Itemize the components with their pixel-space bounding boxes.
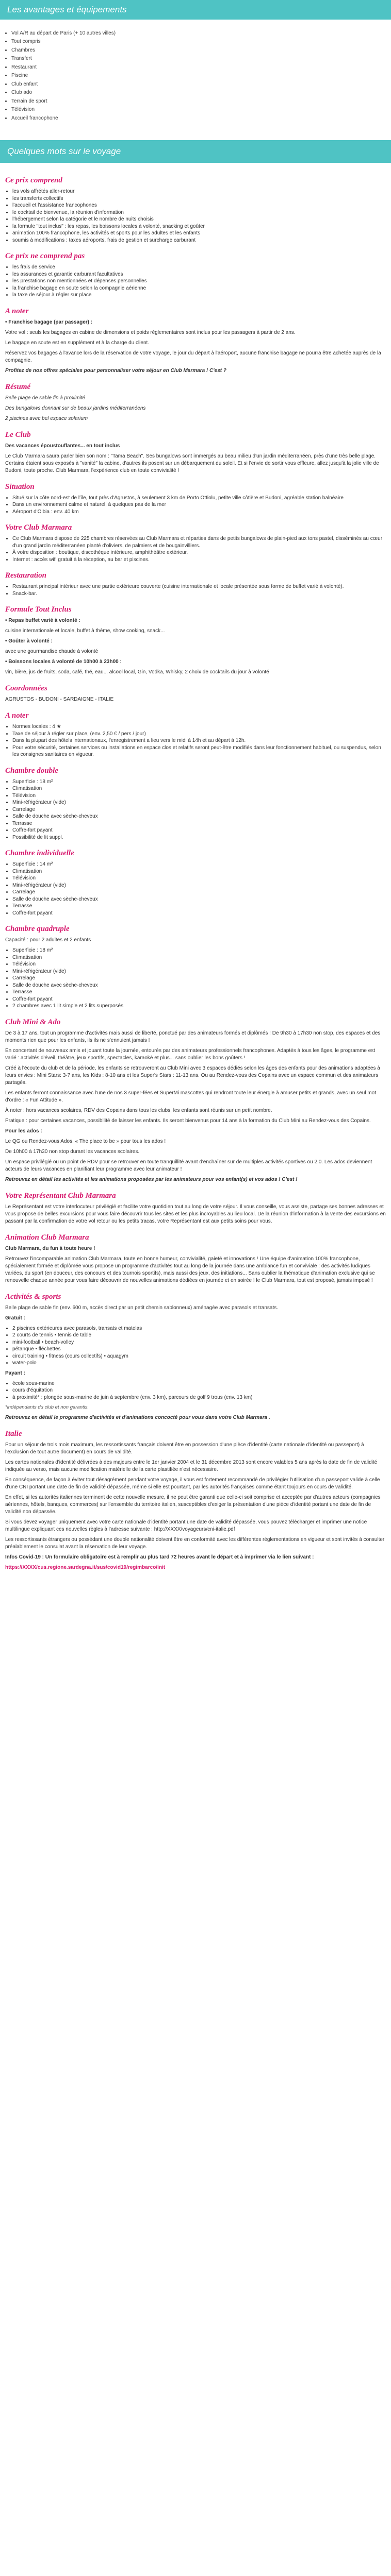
list-item: • à proximité* : plongée sous-marine de juin à septembre (env. 3 km), parcours de golf 9 trous (env. 13 km) [12,1394,386,1401]
list-item: • Taxe de séjour à régler sur place, (env. 2,50 € / pers / jour) [12,731,386,738]
list-item: • Snack-bar. [12,590,386,598]
list-item: • Coffre-fort payant [12,996,386,1003]
list-item: • À votre disposition : boutique, discothèque intérieure, amphithéâtre extérieur. [12,549,386,556]
list-item: • Internet : accès wifi gratuit à la réception, au bar et piscines. [12,556,386,564]
feature-item: • Club enfant [11,80,380,89]
chambre-indiv-heading: Chambre individuelle [5,849,74,857]
rep-club-text: Le Représentant est votre interlocuteur privilégié et facilite votre quotidien tout au long de votre séjour. Il vous conseille, vous assiste, partage ses bonnes adresses et vous propose de belles excursions pour vous faire découvrir tous les sites et les plus incroyables au lieu local. De la réunion d'information à la vente des excursions en passant par la confirmation de votre vol retour ou les petits tracas, votre Représentant est aux petits soins pour vous. [5,1204,386,1224]
formule-line: cuisine internationale et locale, buffet à thème, show cooking, snack... [5,628,165,634]
italie-para: Les cartes nationales d'identité délivrées à des majeurs entre le 1er janvier 2004 et le 31 décembre 2013 sont encore valables 5 ans après la date de fin de validité indiquée au verso, mais aucune modification matérielle de la carte plastifiée n'est nécessaire. [5,1460,378,1472]
list-item: • Restaurant principal intérieur avec une partie extérieure couverte (cuisine internationale et locale présentée sous forme de buffet varié à volonté). [12,583,386,590]
list-item: • Terrasse [12,820,386,827]
list-item: • soumis à modifications : taxes aéroports, frais de gestion et surcharge carburant [12,237,386,244]
prix-ne-comprend-list [5,264,386,299]
list-item: • les transferts collectifs [12,195,386,202]
formule-line: avec une gourmandise chaude à volonté [5,649,99,654]
italie-para: Infos Covid-19 : Un formulaire obligatoire est à remplir au plus tard 72 heures avant le départ et à imprimer via le lien suivant : [5,1554,314,1560]
list-item: • Situé sur la côte nord-est de l'île, tout près d'Agrustos, à seulement 3 km de Porto Ottiolu, petite ville côtière et Budoni, agréable station balnéaire [12,495,386,502]
italie-heading: Italie [5,1430,22,1438]
coordonnees-text: AGRUSTOS - BUDONI - SARDAIGNE - ITALIE [5,697,114,702]
features-title: Les avantages et équipements [7,5,127,14]
list-item: • Possibilité de lit suppl. [12,834,386,841]
animation-heading: Animation Club Marmara [5,1233,89,1242]
le-club-heading: Le Club [5,430,31,439]
club-mini-heading: Club Mini & Ado [5,1018,61,1026]
list-item: • Mini-réfrigérateur (vide) [12,882,386,889]
feature-item: • Transfert [11,55,380,63]
list-item: • Superficie : 14 m² [12,861,386,868]
a-noter-heading: A noter [5,307,29,315]
list-item: • 2 courts de tennis • tennis de table [12,1332,386,1339]
a-noter-line: Le bagage en soute est en supplément et à la charge du client. [5,340,150,346]
club-mini-para: Créé à l'écoute du club et de la période, les enfants se retrouveront au Club Mini avec 3 espaces dédiés selon les âges des enfants pour des animations adaptées à leurs envies : Mini Stars: 3-7 ans, les Kids : 8-10 ans et les Super's Stars : 11-13 ans. Ou au Rendez-vous des Copains avec un espace commun et des animateurs partagés. [5,1065,380,1086]
italie-para: En effet, si les autorités italiennes terminent de cette nouvelle mesure, il ne peut être garanti que celle-ci soit comprise et acceptée par d'autres acteurs (compagnies aériennes, hôtels, banques, commerces) sur l'ensemble du territoire italien, susceptibles d'exiger la présentation d'une pièce d'identité portant une date de fin de validité non dépassée. [5,1495,381,1515]
activites-note: *indépendants du club et non garantis. [5,1404,89,1410]
formule-line: • Goûter à volonté : [5,638,53,644]
gratuit-label: Gratuit : [5,1315,25,1321]
coordonnees-heading: Coordonnées [5,684,47,692]
list-item: • 2 chambres avec 1 lit simple et 2 lits superposés [12,1003,386,1010]
list-item: • Normes locales : 4 ★ [12,723,386,731]
list-item: • Climatisation [12,954,386,961]
list-item: • Superficie : 18 m² [12,947,386,954]
list-item: • Salle de douche avec sèche-cheveux [12,982,386,989]
list-item: • Pour votre sécurité, certaines services ou installations en espace clos et relatifs seront peut-être modifiés dans leur fonctionnement habituel, ou suspendus, selon les consignes sanitaires en vigueur. [12,744,386,758]
features-band [0,0,391,20]
chambre-quad-list [5,947,386,1010]
resume-line: Belle plage de sable fin à proximité [5,395,86,401]
resume-line: Des bungalows donnant sur de beaux jardins méditerranéens [5,405,146,411]
activites-lead: Belle plage de sable fin (env. 600 m, accès direct par un petit chemin sablonneux) aménagée avec parasols et transats. [5,1304,279,1311]
list-item: • Ce Club Marmara dispose de 225 chambres réservées au Club Marmara et réparties dans de petits bungalows de plain-pied aux tons pastel, disséminés au cœur d'un grand jardin méditerranéen planté d'oliviers, de palmiers et de bougainvilliers. [12,535,386,549]
quick-band [0,140,391,163]
list-item: • mini-football • beach-volley [12,1339,386,1346]
italie-para: Pour un séjour de trois mois maximum, les ressortissants français doivent être en possession d'une pièce d'identité (carte nationale d'identité ou passeport) à l'exclusion de tout autre document) en cours de validité. [5,1442,364,1455]
list-item: • Télévision [12,792,386,800]
list-item: • le cocktail de bienvenue, la réunion d'information [12,209,386,216]
list-item: • la formule "tout inclus" : les repas, les boissons locales à volonté, snacking et goûter [12,223,386,230]
list-item: • Terrasse [12,989,386,996]
feature-item: • Chambres [11,46,380,55]
animation-lead: Club Marmara, du fun à toute heure ! [5,1245,95,1251]
feature-item: • Accueil francophone [11,114,380,123]
italie-para: Si vous devez voyager uniquement avec votre carte nationale d'identité portant une date de validité dépassée, vous pouvez télécharger et imprimer une notice multilingue expliquant ces nouvelles règles à l'adresse suivante : http://XXXX/voyageurs/cni-italie.pdf [5,1519,367,1532]
situation-heading: Situation [5,482,35,491]
list-item: • Coffre-fort payant [12,910,386,917]
covid-form-link[interactable]: https://XXXX/cus.regione.sardegna.it/sus/covid19/regimbarco/init [5,1565,166,1570]
list-item: • l'hébergement selon la catégorie et le nombre de nuits choisis [12,216,386,223]
le-club-text: Le Club Marmara saura parler bien son nom : "Tama Beach". Ses bungalows sont immergés au beau milieu d'un jardin méditerranéen, près d'une très belle plage. Certains étaient sous exposés à "vanité" la cabine, d'autres ils posent sur un débarquement du soleil. Et si l'envie de sortir vous effleure, allez jusqu'à la jolie ville de Budoni, toute proche. Club Marmara, l'expérience club en toute convivialité ! [5,453,379,473]
payant-list [5,1380,386,1401]
club-mini-para: De 3 à 17 ans, tout un programme d'activités mais aussi de liberté, ponctué par des animateurs formés et diplômés ! De 9h30 à 17h30 non stop, des espaces et des moments rien que pour les enfants, ils ils ne s'ennuient jamais ! [5,1030,381,1043]
list-item: • water-polo [12,1360,386,1367]
list-item: • Dans un environnement calme et naturel, à quelques pas de la mer [12,501,386,509]
feature-item: • Vol A/R au départ de Paris (+ 10 autres villes) [11,29,380,38]
list-item: • Salle de douche avec sèche-cheveux [12,813,386,820]
feature-item: • Tout compris [11,38,380,46]
club-mini-para: Les enfants ferront connaissance avec l'une de nos 3 super-fées et SuperMi mascottes qui rendront toute leur énergie à amuser petits et grands, avec un seul mot d'ordre : « Fun Attitude ». [5,1090,376,1103]
prix-ne-comprend-heading: Ce prix ne comprend pas [5,252,85,260]
le-club-lead: Des vacances époustouflantes... en tout inclus [5,443,120,449]
a-noter-line: • Franchise bagage (par passager) : [5,319,93,325]
list-item: • Mini-réfrigérateur (vide) [12,799,386,806]
club-mini-para: À noter : hors vacances scolaires, RDV des Copains dans tous les clubs, les enfants sont réunis sur un petit nombre. [5,1107,272,1113]
situation-list [5,495,386,516]
chambre-double-heading: Chambre double [5,766,58,775]
animation-para: Retrouvez l'incomparable animation Club Marmara, toute en bonne humeur, convivialité, gaieté et innovations ! Une équipe d'animation 100% francophone, spécialement formée et diplômée vous propose un programme d'activités tout au long de la journée dans une ambiance fun et conviviale : des activités ludiques variées, du sport (en douceur, des concours et des tournois sportifs), mais aussi des jeux, des initiations... Sans oublier la thématique d'animation exclusive qui se renouvelle chaque année pour vous faire découvrir de nouvelles animations dédiées en journée et en soirée ! le Club Marmara, tout est proposé, jamais imposé ! [5,1256,375,1283]
list-item: • les assurances et garantie carburant facultatives [12,271,386,278]
feature-item: • Club ado [11,89,380,97]
chambre-indiv-list [5,861,386,917]
special-offers-text: Profitez de nos offres spéciales pour personnaliser votre séjour en Club Marmara ! C'est ? [5,367,226,374]
list-item: • la taxe de séjour à régler sur place [12,292,386,299]
formule-line: vin, bière, jus de fruits, soda, café, thé, eau... alcool local, Gin, Vodka, Whisky, 2 choix de cocktails du jour à volonté [5,669,269,675]
rep-club-heading: Votre Représentant Club Marmara [5,1191,116,1200]
payant-label: Payant : [5,1370,25,1376]
list-item: • la franchise bagage en soute selon la compagnie aérienne [12,285,386,292]
club-mini-para: Pour les ados : [5,1128,42,1134]
list-item: • Dans la plupart des hôtels internationaux, l'enregistrement a lieu vers le midi à 14h et au départ à 12h. [12,737,386,744]
list-item: • école sous-marine [12,1380,386,1387]
list-item: • Télévision [12,875,386,882]
activites-footer: Retrouvez en détail le programme d'activités et d'animations concocté pour vous dans votre Club Marmara . [5,1415,270,1420]
chambre-quad-lead: Capacité : pour 2 adultes et 2 enfants [5,937,91,943]
list-item: • cours d'équitation [12,1387,386,1394]
club-mini-para: En concertant de nouveaux amis et jouant toute la journée, entourés par des animateurs professionnels francophones. Adaptés à tous les âges, le programme est varié : activités d'éveil, théâtre, jeux sportifs, spectacles, karaoké et plus... sans oublier les bons goûters ! [5,1047,376,1061]
club-mini-para: De 10h00 à 17h30 non stop durant les vacances scolaires. [5,1148,140,1155]
a-noter-line: Réservez vos bagages à l'avance lors de la réservation de votre voyage, le jour du départ à l'aéroport, aucune franchise bagage ne pourra être achetée auprès de la compagnie. [5,350,381,363]
club-mini-para: Le QG ou Rendez-vous Ados, « The place to be » pour tous les ados ! [5,1138,166,1144]
list-item: • Terrasse [12,903,386,910]
list-item: • Climatisation [12,785,386,792]
gratuit-list [5,1325,386,1367]
a-noter2-heading: A noter [5,711,29,720]
trip-content [0,163,391,1571]
list-item: • l'accueil et l'assistance francophones [12,202,386,209]
list-item: • Carrelage [12,889,386,896]
list-item: • les frais de service [12,264,386,271]
list-item: • animation 100% francophone, les activités et sports pour les adultes et les enfants [12,230,386,237]
italie-para: En conséquence, de façon à éviter tout désagrément pendant votre voyage, il vous est fortement recommandé de privilégier l'utilisation d'un passeport valide à celle d'une CNI portant une date de fin de validité dépassée, même si elle est pourtant, par les autorités françaises comme étant toujours en cours de validité. [5,1477,380,1490]
votre-club-heading: Votre Club Marmara [5,523,72,532]
a-noter-line: Votre vol : seuls les bagages en cabine de dimensions et poids réglementaires sont inclus pour les passagers à partir de 2 ans. [5,329,296,335]
formule-line: • Repas buffet varié à volonté : [5,618,80,623]
features-list [0,25,391,130]
list-item: • pétanque • fléchettes [12,1346,386,1353]
list-item: • Superficie : 18 m² [12,778,386,786]
chambre-quad-heading: Chambre quadruple [5,925,70,933]
resume-heading: Résumé [5,382,31,391]
feature-item: • Télévision [11,106,380,114]
feature-item: • Restaurant [11,63,380,72]
feature-item: • Terrain de sport [11,97,380,106]
prix-comprend-list [5,188,386,244]
italie-para: Les ressortissants étrangers ou possédant une double nationalité doivent être en conformité avec les différentes réglementations en vigueur et sont invités à consulter préalablement le consulat avant la réservation de leur voyage. [5,1537,385,1550]
list-item: • Carrelage [12,975,386,982]
list-item: • Mini-réfrigérateur (vide) [12,968,386,975]
prix-comprend-heading: Ce prix comprend [5,176,62,184]
list-item: • circuit training • fitness (cours collectifs) • aquagym [12,1353,386,1360]
list-item: • 2 piscines extérieures avec parasols, transats et matelas [12,1325,386,1332]
list-item: • les prestations non mentionnées et dépenses personnelles [12,278,386,285]
club-mini-para: Pratique : pour certaines vacances, possibilité de laisser les enfants. Ils seront bienvenus pour 14 ans à la formation du Club Mini au Rendez-vous des Copains. [5,1117,371,1124]
list-item: • Coffre-fort payant [12,827,386,834]
club-mini-para: Un espace privilégié ou un point de RDV pour se retrouver en toute tranquillité avant d'enchaîner sur de multiples activités sportives ou 2.0. Les ados deviennent acteurs de leurs vacances en planifiant leur programme avec leur animateur ! [5,1159,372,1172]
restauration-list [5,583,386,597]
list-item: • Carrelage [12,806,386,814]
list-item: • Climatisation [12,868,386,875]
club-mini-para: Retrouvez en détail les activités et les animations proposées par les animateurs pour vos enfant(s) et vos ados ! C'est ! [5,1176,298,1182]
list-item: • Télévision [12,961,386,968]
feature-item: • Piscine [11,72,380,80]
votre-club-list [5,535,386,563]
list-item: • Salle de douche avec sèche-cheveux [12,896,386,903]
activites-heading: Activités & sports [5,1292,61,1301]
formule-line: • Boissons locales à volonté de 10h00 à 23h00 : [5,659,122,665]
formule-heading: Formule Tout Inclus [5,605,72,614]
resume-line: 2 piscines avec bel espace solarium [5,415,88,421]
restauration-heading: Restauration [5,571,47,580]
a-noter2-list [5,723,386,758]
chambre-double-list [5,778,386,841]
quick-title: Quelques mots sur le voyage [7,146,121,156]
list-item: • Aéroport d'Olbia : env. 40 km [12,509,386,516]
list-item: • les vols affrétés aller-retour [12,188,386,195]
